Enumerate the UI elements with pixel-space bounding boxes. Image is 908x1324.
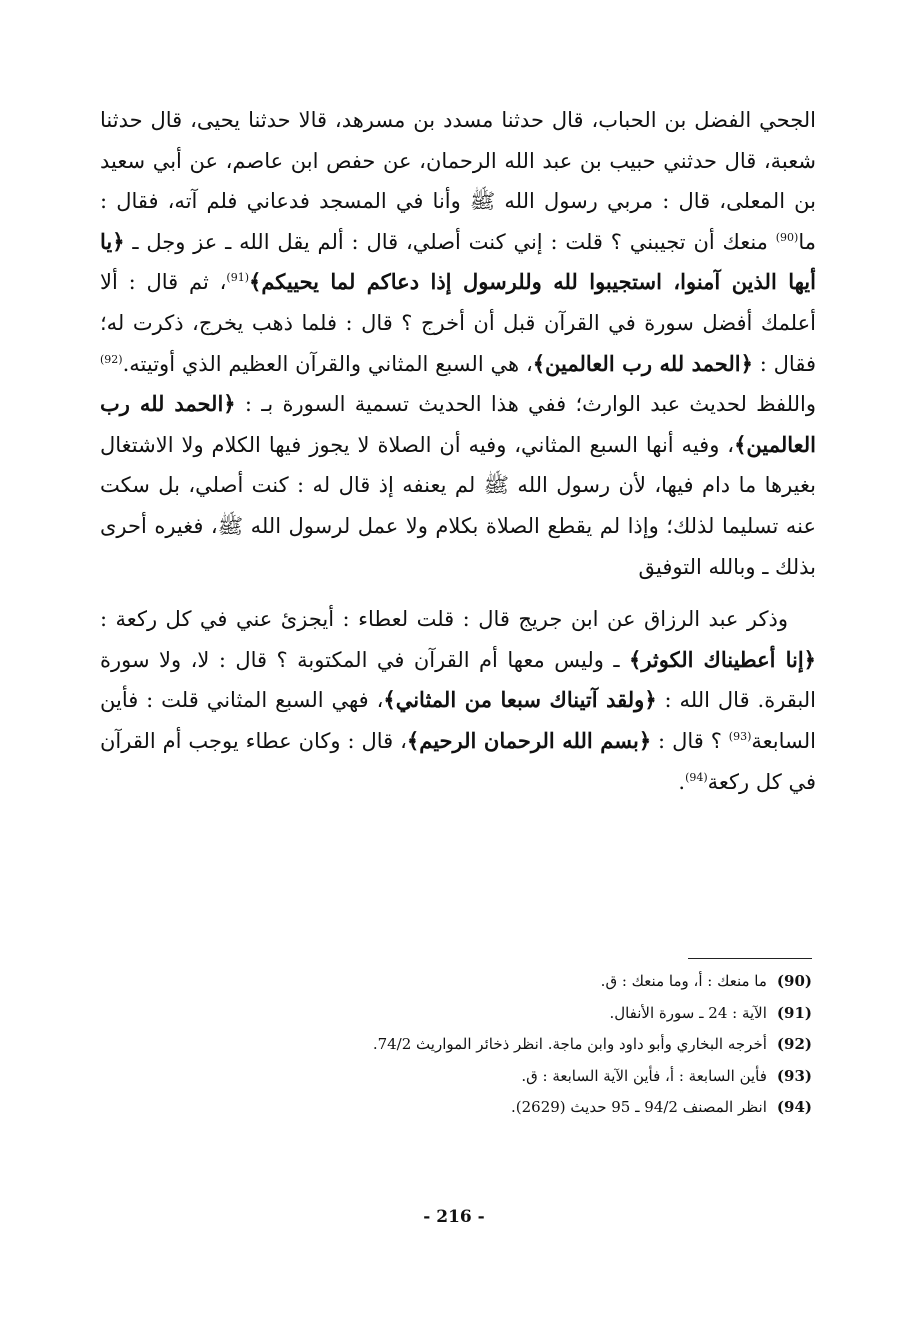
- paragraph-1: [100, 100, 816, 587]
- footnote-text: ما منعك : أ، وما منعك : ق.: [600, 972, 767, 990]
- footnote-text: الآية : 24 ـ سورة الأنفال.: [609, 1003, 767, 1022]
- footnote-90: [100, 966, 812, 998]
- text-run: .: [678, 769, 686, 794]
- text-run: ، ثم قال : ألا أعلمك أفضل سورة في القرآن قبل أن أخرج ؟ قال : فلما ذهب يخرج، ذكرت له؛ فقال :: [100, 270, 816, 376]
- text-run: الجحي الفضل بن الحباب، قال حدثنا مسدد بن مسرهد، قالا حدثنا يحيى، قال حدثنا شعبة، قال حدثني حبيب بن عبد الله الرحمان، عن حفص ابن عاصم، عن أبي سعيد بن المعلى، قال : مربي رسول الله ﷺ وأنا في المسجد فدعاني فلم آته، فقال : ما: [100, 108, 816, 254]
- main-text: [100, 100, 816, 802]
- quran-quote: ﴿ولقد آتيناك سبعا من المثاني﴾: [383, 687, 657, 713]
- footnote-93: [100, 1061, 812, 1093]
- quran-quote: ﴿الحمد لله رب العالمين﴾: [532, 350, 753, 376]
- footnote-ref-93: (93): [728, 729, 752, 743]
- quran-quote: ﴿يا أيها الذين آمنوا، استجيبوا لله وللرسول إذا دعاكم لما يحييكم﴾: [100, 228, 816, 295]
- quran-quote: ﴿بسم الله الرحمان الرحيم﴾: [406, 727, 652, 753]
- footnote-text: أخرجه البخاري وأبو داود وابن ماجة. انظر ذخائر المواريث 74/2.: [372, 1035, 767, 1054]
- footnote-separator: [688, 958, 812, 959]
- text-run: ، وفيه أنها السبع المثاني، وفيه أن الصلاة لا يجوز فيها الكلام ولا الاشتغال بغيرها ما دام فيها، لأن رسول الله ﷺ لم يعنفه إذ قال له : كنت أصلي، بل سكت عنه تسليما لذلك؛ وإذا لم يقطع الصلاة بكلام ولا عمل لرسول الله ﷺ، فغيره أحرى بذلك ـ وبالله التوفيق: [100, 432, 816, 579]
- footnote-ref-94: (94): [685, 770, 708, 784]
- footnote-ref-91: (91): [226, 271, 250, 285]
- quran-quote: ﴿إنا أعطيناك الكوثر﴾: [629, 646, 816, 672]
- footnote-ref-90: (90): [775, 230, 799, 244]
- footnote-number: (93): [776, 1066, 812, 1085]
- text-run: ، قال : وكان عطاء يوجب أم القرآن في كل ركعة: [100, 728, 816, 794]
- footnote-number: (92): [776, 1035, 812, 1054]
- footnote-number: (91): [776, 1003, 812, 1022]
- paragraph-2: [100, 599, 816, 802]
- text-run: منعك أن تجيبني ؟ قلت : إني كنت أصلي، قال : ألم يقل الله ـ عز وجل ـ: [124, 229, 776, 254]
- text-run: وذكر عبد الرزاق عن ابن جريج قال : قلت لعطاء : أيجزئ عني في كل ركعة :: [100, 607, 788, 632]
- page-number: - 216 -: [423, 1207, 485, 1227]
- text-run: ، فهي السبع المثاني قلت : فأين السابعة: [100, 688, 816, 753]
- footnote-text: انظر المصنف 94/2 ـ 95 حديث (2629).: [510, 1098, 767, 1117]
- quran-quote: ﴿الحمد لله رب العالمين﴾: [100, 391, 816, 457]
- text-run: واللفظ لحديث عبد الوارث؛ ففي هذا الحديث تسمية السورة بـ :: [235, 392, 816, 417]
- footnote-91: [100, 998, 812, 1030]
- text-run: ـ وليس معها أم القرآن في المكتوبة ؟ قال : لا، ولا سورة البقرة. قال الله :: [100, 647, 816, 713]
- footnote-94: [100, 1092, 812, 1124]
- footnote-92: [100, 1029, 812, 1061]
- text-run: ؟ قال :: [651, 728, 729, 753]
- footnote-number: (94): [776, 1098, 812, 1117]
- footnote-text: فأين السابعة : أ، فأين الآية السابعة : ق.: [521, 1066, 767, 1085]
- text-run: ، هي السبع المثاني والقرآن العظيم الذي أوتيته.: [122, 351, 533, 376]
- footnote-ref-92: (92): [100, 352, 123, 366]
- footnotes: [100, 966, 812, 1124]
- footnote-number: (90): [776, 972, 812, 990]
